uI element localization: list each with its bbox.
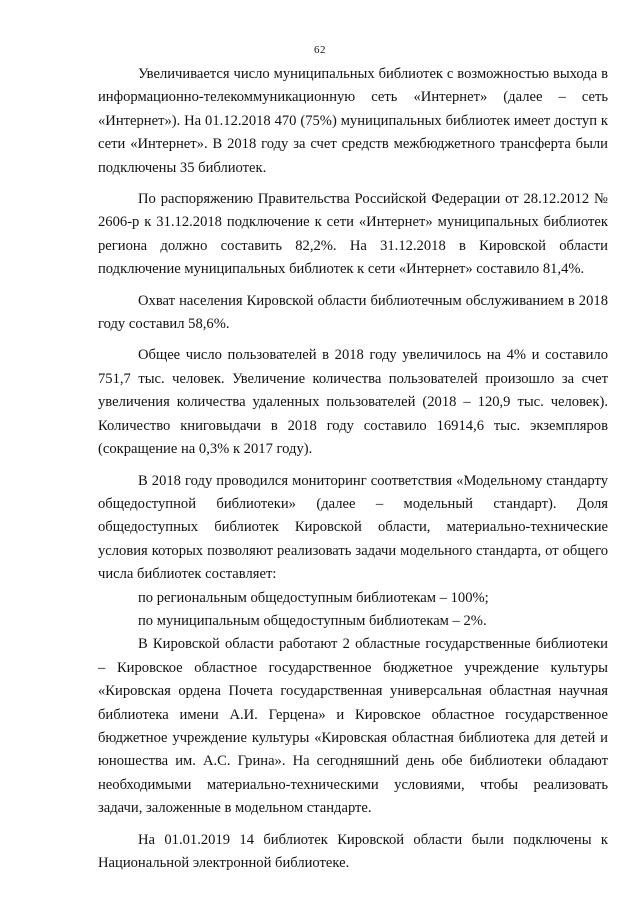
paragraph-national-library: На 01.01.2019 14 библиотек Кировской области были подключены к Национальной электронной библиотеке. bbox=[98, 831, 608, 871]
list-item-regional: по региональным общедоступным библиотекам – 100%; bbox=[138, 589, 489, 606]
paragraph-internet-access: Увеличивается число муниципальных библиотек с возможностью выхода в информационно-телекоммуникационную сеть «Интернет» (далее – сеть «Интернет»). На 01.12.2018 470 (75%) муниципальных библиотек имеет доступ к сети «Интернет». В 2018 году за счет средств межбюджетного трансферта были подключены 35 библиотек. bbox=[98, 66, 608, 176]
list-item-municipal: по муниципальным общедоступным библиотекам – 2%. bbox=[138, 612, 487, 629]
paragraph-users: Общее число пользователей в 2018 году увеличилось на 4% и составило 751,7 тыс. человек. Увеличение количества пользователей произошло за счет увеличения количества удаленных пользователей (2018 – 120,9 тыс. человек). Количество книговыдачи в 2018 году составило 16914,6 тыс. экземпляров (сокращение на 0,3% к 2017 году). bbox=[98, 347, 608, 458]
paragraph-coverage: Охват населения Кировской области библиотечным обслуживанием в 2018 году составил 58,6%. bbox=[98, 292, 608, 333]
paragraph-state-libraries: В Кировской области работают 2 областные государственные библиотеки – Кировское областное государственное бюджетное учреждение культуры «Кировская ордена Почета государственная универсальная областная научная библиотека имени А.И. Герцена» и Кировское областное государственное бюджетное учреждение культуры «Кировская областная библиотека для детей и юношества им. А.С. Грина». На сегодняшний день обе библиотеки обладают необходимыми материально-техническими условиями, чтобы реализовать задачи, заложенные в модельном стандарте. bbox=[98, 636, 608, 817]
paragraph-monitoring: В 2018 году проводился мониторинг соответствия «Модельному стандарту общедоступной библиотеки» (далее – модельный стандарт). Доля общедоступных библиотек Кировской области, материально-технические условия которых позволяют реализовать задачи модельного стандарта, от общего числа библиотек составляет: bbox=[98, 472, 608, 583]
paragraph-government-order: По распоряжению Правительства Российской Федерации от 28.12.2012 № 2606-р к 31.12.2018 подключение к сети «Интернет» муниципальных библиотек региона должно составить 82,2%. На 31.12.2018 в Кировской области подключение муниципальных библиотек к сети «Интернет» составило 81,4%. bbox=[98, 191, 608, 278]
page-number: 62 bbox=[314, 44, 326, 56]
page-body bbox=[98, 63, 608, 875]
